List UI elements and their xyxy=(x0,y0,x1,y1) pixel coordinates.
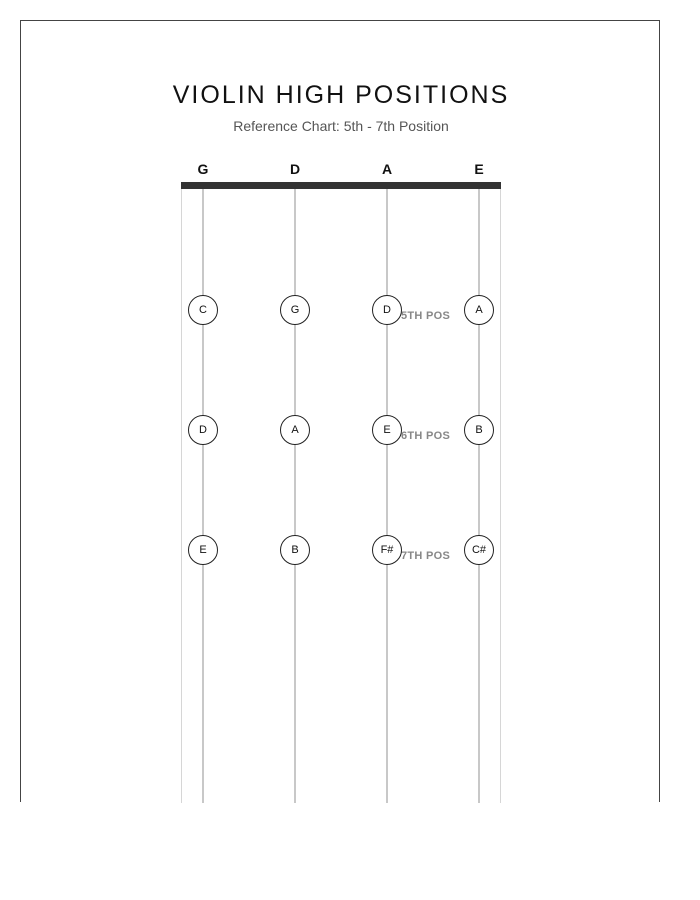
note-marker: B xyxy=(280,535,310,565)
note-marker: A xyxy=(464,295,494,325)
note-marker: B xyxy=(464,415,494,445)
note-marker: D xyxy=(188,415,218,445)
string-label-g: G xyxy=(197,161,209,177)
nut xyxy=(181,182,501,189)
note-marker: E xyxy=(188,535,218,565)
string-line-g xyxy=(202,189,204,803)
position-label-7th: 7TH POS xyxy=(401,550,451,562)
note-marker: C# xyxy=(464,535,494,565)
note-marker: C xyxy=(188,295,218,325)
string-line-a xyxy=(386,189,388,803)
string-label-a: A xyxy=(381,161,393,177)
note-marker: A xyxy=(280,415,310,445)
chart-subtitle: Reference Chart: 5th - 7th Position xyxy=(233,118,449,134)
chart-title: VIOLIN HIGH POSITIONS xyxy=(172,81,510,109)
position-label-5th: 5TH POS xyxy=(401,310,451,322)
note-marker: G xyxy=(280,295,310,325)
fingerboard-edge-right xyxy=(500,189,501,803)
string-label-e: E xyxy=(474,161,484,177)
string-label-d: D xyxy=(289,161,301,177)
note-marker: F# xyxy=(372,535,402,565)
chart-sheet xyxy=(20,20,660,802)
string-line-d xyxy=(294,189,296,803)
fingerboard-edge-left xyxy=(181,189,182,803)
note-marker: E xyxy=(372,415,402,445)
string-line-e xyxy=(478,189,480,803)
note-marker: D xyxy=(372,295,402,325)
position-label-6th: 6TH POS xyxy=(401,430,451,442)
